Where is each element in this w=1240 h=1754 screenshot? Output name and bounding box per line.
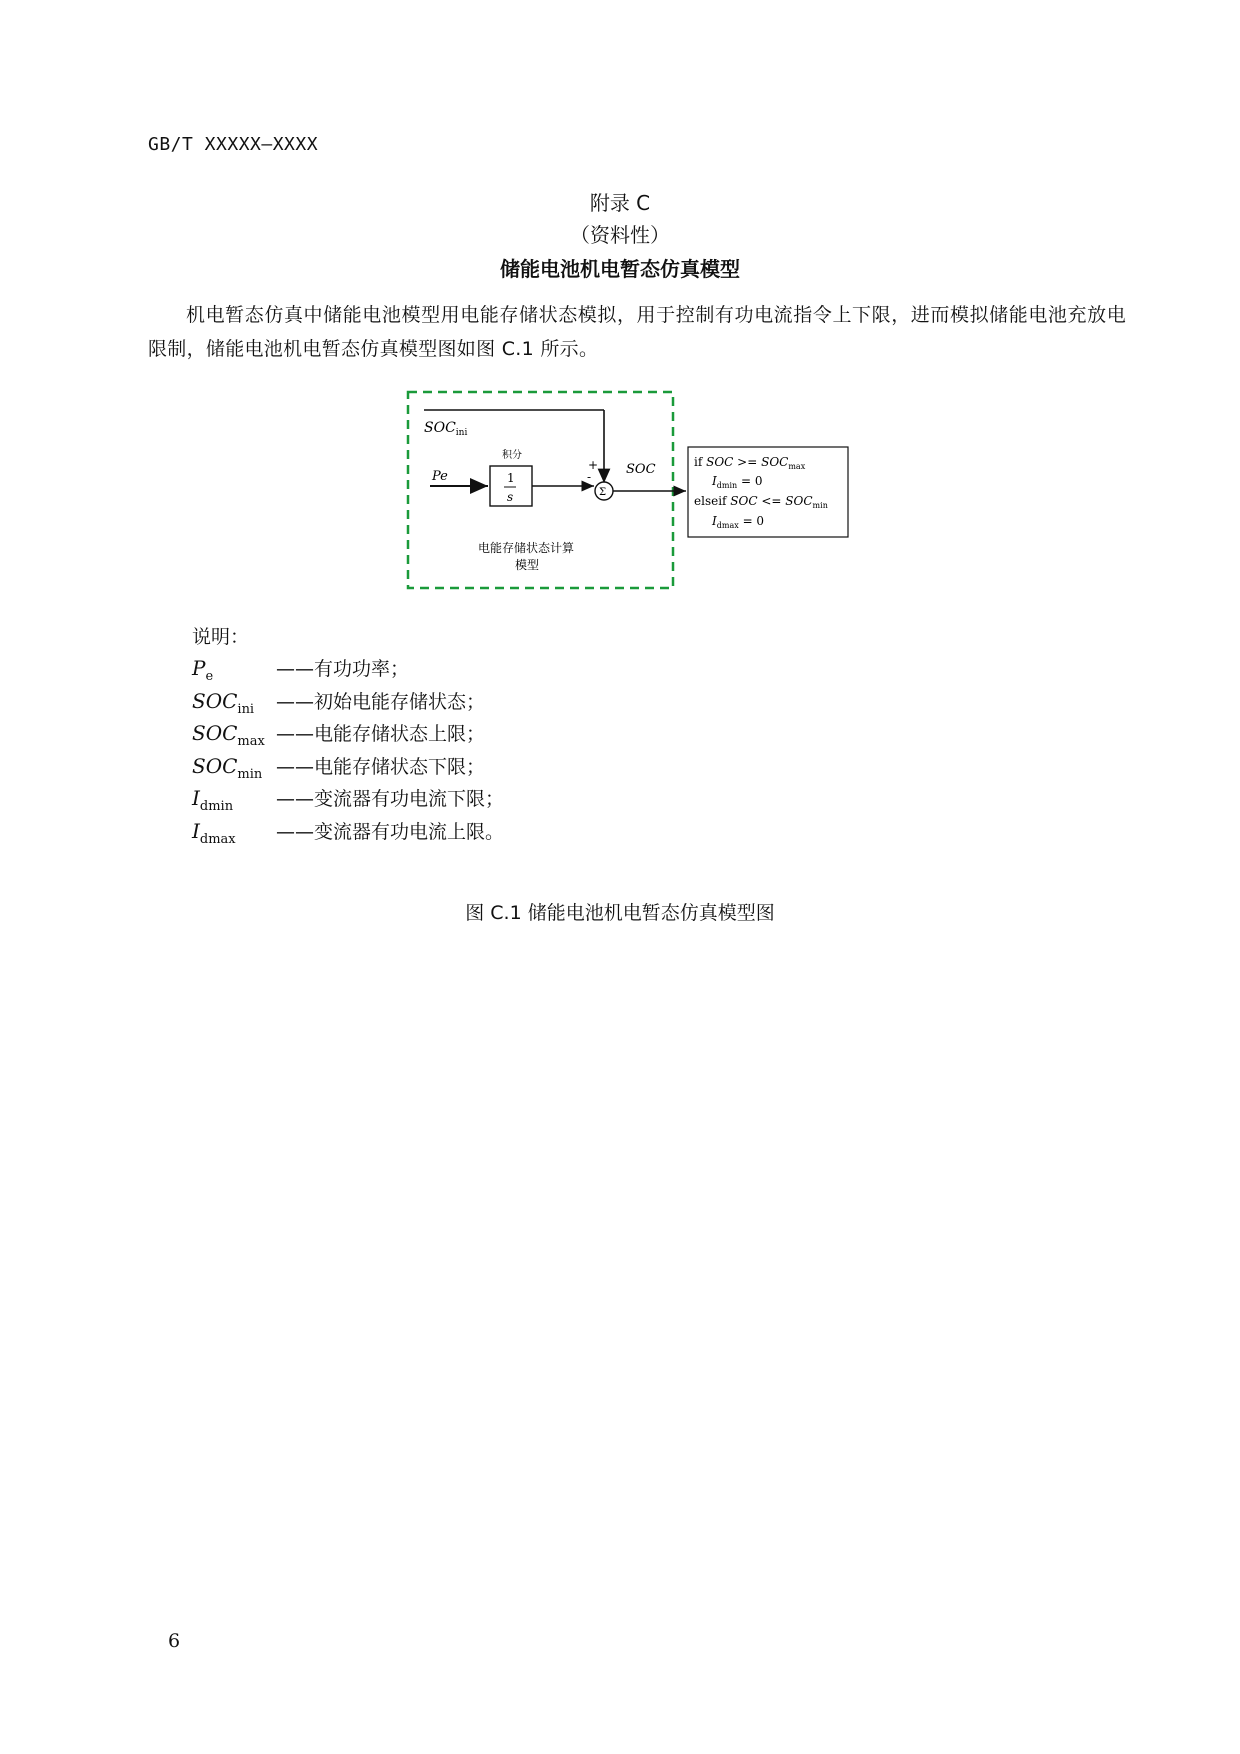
note-item: $SOC_{min}$ ——电能存储状态下限； — [192, 753, 486, 782]
plus-sign: + — [588, 458, 599, 472]
sum-symbol: Σ — [599, 487, 607, 498]
figure-caption: 图 C.1 储能电池机电暂态仿真模型图 — [465, 902, 775, 924]
note-item: $P_e$ ——有功功率； — [192, 656, 410, 684]
note-description: ——有功功率； — [276, 658, 410, 680]
logic-line2: $I_{dmin} = 0$ — [712, 474, 763, 490]
note-item: $I_{dmin}$ ——变流器有功电流下限； — [192, 786, 505, 814]
notes-label: 说明： — [192, 626, 250, 648]
page-number: 6 — [168, 1630, 181, 1652]
logic-line3: elseif SOC <= $SOC_{min}$ — [694, 494, 828, 510]
integrator-numerator: 1 — [507, 471, 515, 485]
note-description: ——初始电能存储状态； — [276, 690, 486, 713]
integrator-denominator: s — [507, 490, 514, 504]
logic-line4: $I_{dmax} = 0$ — [712, 514, 765, 530]
logic-line1: if SOC >= $SOC_{max}$ — [694, 455, 806, 471]
note-description: ——电能存储状态下限； — [276, 755, 486, 778]
pe-label: Pe — [432, 469, 448, 484]
soc-ini-label: $SOC_{ini}$ — [424, 420, 468, 438]
note-description: ——变流器有功电流下限； — [276, 788, 505, 810]
appendix-title: 附录 C — [589, 191, 651, 215]
appendix-heading: 储能电池机电暂态仿真模型 — [500, 257, 740, 281]
integrator-label: 积分 — [502, 450, 522, 461]
note-item: $I_{dmax}$ ——变流器有功电流上限。 — [192, 818, 505, 847]
model-diagram — [400, 388, 880, 602]
intro-paragraph: 机电暂态仿真中储能电池模型用电能存储状态模拟，用于控制有功电流指令上下限，进而模拟储能电池充放电限制，储能电池机电暂态仿真模型图如图 C.1 所示。 — [148, 304, 1126, 360]
note-description: ——电能存储状态上限； — [276, 723, 486, 745]
block-caption-line1: 电能存储状态计算 — [478, 541, 575, 555]
note-item: $SOC_{ini}$ ——初始电能存储状态； — [192, 688, 486, 717]
appendix-note: （资料性） — [570, 223, 670, 247]
block-caption-line2: 模型 — [515, 558, 540, 572]
document-code: GB/T XXXXX—XXXX — [148, 134, 319, 155]
note-item: $SOC_{max}$ ——电能存储状态上限； — [192, 721, 486, 749]
notes-list — [192, 654, 504, 849]
minus-sign: - — [587, 470, 592, 484]
soc-output-label: SOC — [626, 462, 656, 477]
note-description: ——变流器有功电流上限。 — [276, 820, 505, 843]
